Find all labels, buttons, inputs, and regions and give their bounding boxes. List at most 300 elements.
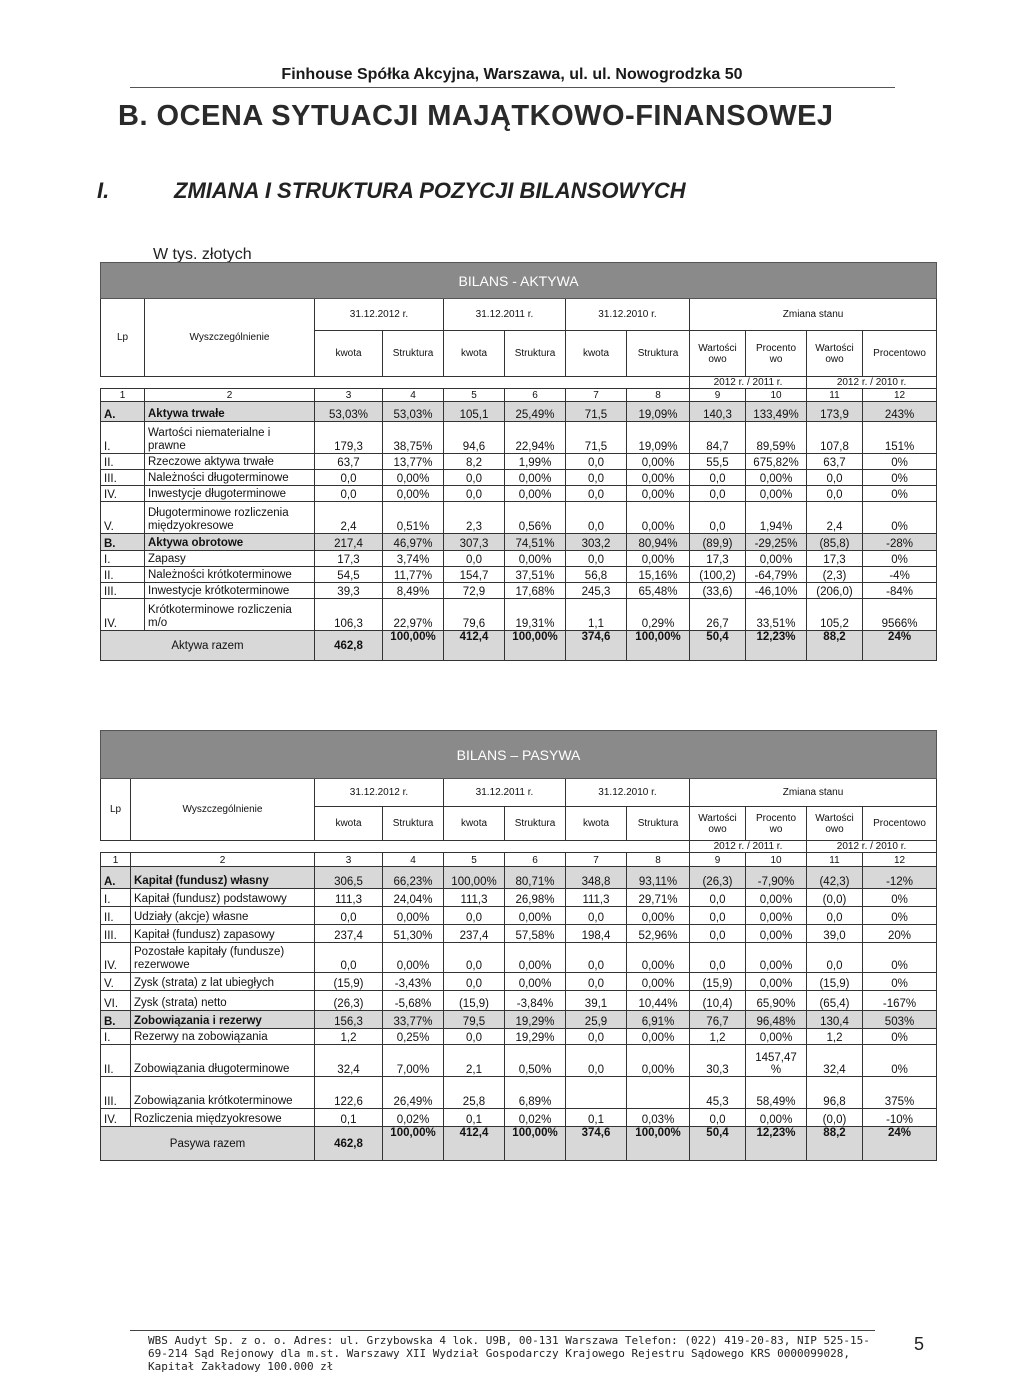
- cell-value: 45,3: [690, 1077, 746, 1109]
- row-label: Kapitał (fundusz) własny: [131, 867, 315, 889]
- table-row: [101, 1077, 937, 1109]
- cell-value: 2,1: [444, 1045, 505, 1077]
- row-lp: V.: [101, 973, 131, 991]
- cell-value: (65,4): [807, 991, 863, 1011]
- cell-value: 6,89%: [505, 1077, 566, 1109]
- table-row: [101, 402, 937, 422]
- cell-value: 0,1: [566, 1109, 627, 1127]
- cell-value: 0,00%: [746, 925, 807, 943]
- cell-value: 306,5: [315, 867, 383, 889]
- column-number: 2: [145, 389, 315, 402]
- cell-value: 0,0: [566, 973, 627, 991]
- cell-value: 0,0: [444, 486, 505, 502]
- cell-value: (10,4): [690, 991, 746, 1011]
- column-number: 9: [690, 389, 746, 402]
- cell-value: 30,3: [690, 1045, 746, 1077]
- assets-banner: BILANS - AKTYWA: [101, 263, 937, 299]
- cell-value: 1,1: [566, 599, 627, 631]
- cell-value: 303,2: [566, 534, 627, 551]
- cell-value: 24,04%: [383, 889, 444, 907]
- liabilities-table-wrap: [100, 730, 936, 1161]
- row-lp: III.: [101, 583, 145, 599]
- row-label: Aktywa trwałe: [145, 402, 315, 422]
- cell-value: (26,3): [315, 991, 383, 1011]
- cell-value: 53,03%: [315, 402, 383, 422]
- cell-value: 0,0: [566, 486, 627, 502]
- cell-value: 0,0: [315, 907, 383, 925]
- row-label: Kapitał (fundusz) zapasowy: [131, 925, 315, 943]
- cell-value: 179,3: [315, 422, 383, 454]
- cell-value: 51,30%: [383, 925, 444, 943]
- cell-value: 0,00%: [383, 470, 444, 486]
- total-value: 374,6: [566, 631, 627, 661]
- col-struktura: Struktura: [383, 807, 444, 841]
- column-number: 5: [444, 389, 505, 402]
- col-procentowo: Procento wo: [746, 331, 807, 377]
- row-lp: I.: [101, 551, 145, 567]
- cell-value: 0,00%: [505, 551, 566, 567]
- total-row: [101, 1127, 937, 1161]
- total-value: 24%: [863, 631, 937, 661]
- cell-value: 237,4: [444, 925, 505, 943]
- cell-value: 0,0: [444, 907, 505, 925]
- column-number: 11: [807, 389, 863, 402]
- row-label: Długoterminowe rozliczenia międzyokresowe: [145, 502, 315, 534]
- footer-text: WBS Audyt Sp. z o. o. Adres: ul. Grzybowska 4 lok. U9B, 00-131 Warszawa Telefon: (022) 419-20-83, NIP 525-15-69-214 Sąd Rejonowy dla m.st. Warszawy XII Wydział Gospodarczy Krajowego Rejestru Sądowego KRS 0000099028, Kapitał Zakładowy 100.000 zł: [148, 1334, 870, 1373]
- cell-value: 26,49%: [383, 1077, 444, 1109]
- cell-value: 0,00%: [746, 551, 807, 567]
- cell-value: -10%: [863, 1109, 937, 1127]
- cell-value: 26,7: [690, 599, 746, 631]
- total-value: 412,4: [444, 1127, 505, 1161]
- cell-value: 100,00%: [444, 867, 505, 889]
- cell-value: -28%: [863, 534, 937, 551]
- cell-value: 105,1: [444, 402, 505, 422]
- cell-value: 140,3: [690, 402, 746, 422]
- cell-value: 0,0: [566, 1029, 627, 1045]
- table-row: [101, 454, 937, 470]
- col-lp: Lp: [101, 779, 131, 841]
- total-value: 12,23%: [746, 1127, 807, 1161]
- cell-value: 0,0: [690, 925, 746, 943]
- cell-value: 89,59%: [746, 422, 807, 454]
- cell-value: (26,3): [690, 867, 746, 889]
- col-struktura: Struktura: [627, 807, 690, 841]
- cell-value: 22,97%: [383, 599, 444, 631]
- cell-value: 0,0: [690, 889, 746, 907]
- column-number: 6: [505, 389, 566, 402]
- cell-value: 32,4: [807, 1045, 863, 1077]
- col-kwota: kwota: [315, 331, 383, 377]
- table-row: [101, 567, 937, 583]
- cell-value: 96,48%: [746, 1011, 807, 1029]
- cell-value: (15,9): [444, 991, 505, 1011]
- col-struktura: Struktura: [505, 807, 566, 841]
- cell-value: 25,9: [566, 1011, 627, 1029]
- cell-value: 0,00%: [627, 907, 690, 925]
- column-number: 8: [627, 389, 690, 402]
- cell-value: 122,6: [315, 1077, 383, 1109]
- cell-value: (42,3): [807, 867, 863, 889]
- cell-value: 0,00%: [627, 973, 690, 991]
- total-value: 50,4: [690, 1127, 746, 1161]
- row-lp: II.: [101, 1045, 131, 1077]
- total-value: 100,00%: [505, 1127, 566, 1161]
- total-value: 88,2: [807, 631, 863, 661]
- table-row: [101, 991, 937, 1011]
- cell-value: 0,00%: [505, 907, 566, 925]
- cell-value: 2,3: [444, 502, 505, 534]
- cell-value: 0%: [863, 1045, 937, 1077]
- cell-value: 1,2: [807, 1029, 863, 1045]
- liabilities-banner: BILANS – PASYWA: [101, 731, 937, 779]
- assets-body: [101, 402, 937, 661]
- cell-value: 63,7: [807, 454, 863, 470]
- row-label: Należności długoterminowe: [145, 470, 315, 486]
- cell-value: 96,8: [807, 1077, 863, 1109]
- cell-value: 0,00%: [627, 1029, 690, 1045]
- cell-value: (15,9): [690, 973, 746, 991]
- row-lp: VI.: [101, 991, 131, 1011]
- cell-value: 0,0: [690, 470, 746, 486]
- cell-value: 2,4: [807, 502, 863, 534]
- cell-value: 19,09%: [627, 422, 690, 454]
- cell-value: 6,91%: [627, 1011, 690, 1029]
- cell-value: 151%: [863, 422, 937, 454]
- table-row: [101, 943, 937, 973]
- row-lp: III.: [101, 470, 145, 486]
- column-number: 12: [863, 853, 937, 867]
- period-2012-2010: 2012 r. / 2010 r.: [807, 377, 937, 389]
- column-number: 8: [627, 853, 690, 867]
- cell-value: 375%: [863, 1077, 937, 1109]
- col-kwota: kwota: [444, 807, 505, 841]
- total-label: Pasywa razem: [101, 1127, 315, 1161]
- assets-table: [100, 262, 937, 661]
- column-number: 10: [746, 389, 807, 402]
- cell-value: 0,0: [690, 1109, 746, 1127]
- cell-value: 93,11%: [627, 867, 690, 889]
- cell-value: 55,5: [690, 454, 746, 470]
- col-date-2010: 31.12.2010 r.: [566, 299, 690, 331]
- total-value: 462,8: [315, 1127, 383, 1161]
- cell-value: 22,94%: [505, 422, 566, 454]
- cell-value: 37,51%: [505, 567, 566, 583]
- cell-value: 52,96%: [627, 925, 690, 943]
- cell-value: 0,00%: [746, 1109, 807, 1127]
- page-number: 5: [914, 1334, 925, 1354]
- cell-value: 17,3: [690, 551, 746, 567]
- row-lp: III.: [101, 925, 131, 943]
- cell-value: 217,4: [315, 534, 383, 551]
- col-kwota: kwota: [566, 331, 627, 377]
- cell-value: 56,8: [566, 567, 627, 583]
- cell-value: 173,9: [807, 402, 863, 422]
- cell-value: 57,58%: [505, 925, 566, 943]
- cell-value: 0,0: [807, 943, 863, 973]
- cell-value: 237,4: [315, 925, 383, 943]
- cell-value: 0,0: [566, 907, 627, 925]
- col-date-2011: 31.12.2011 r.: [444, 779, 566, 807]
- company-header: Finhouse Spółka Akcyjna, Warszawa, ul. ul. Nowogrodzka 50: [281, 66, 743, 83]
- cell-value: 0%: [863, 1029, 937, 1045]
- column-number: 3: [315, 853, 383, 867]
- row-label: Zapasy: [145, 551, 315, 567]
- table-row: [101, 422, 937, 454]
- cell-value: 0,00%: [383, 943, 444, 973]
- units-label: W tys. złotych: [153, 246, 252, 263]
- total-value: 100,00%: [627, 1127, 690, 1161]
- cell-value: 0%: [863, 889, 937, 907]
- cell-value: (206,0): [807, 583, 863, 599]
- cell-value: 0,00%: [383, 486, 444, 502]
- cell-value: 79,5: [444, 1011, 505, 1029]
- period-2012-2010: 2012 r. / 2010 r.: [807, 841, 937, 853]
- cell-value: 94,6: [444, 422, 505, 454]
- row-label: Rozliczenia międzyokresowe: [131, 1109, 315, 1127]
- cell-value: 0,00%: [627, 486, 690, 502]
- cell-value: 74,51%: [505, 534, 566, 551]
- cell-value: 65,48%: [627, 583, 690, 599]
- col-wyszczegolnienie: Wyszczególnienie: [131, 779, 315, 841]
- col-procentowo: Procentowo: [863, 807, 937, 841]
- col-wartosciowo: Wartości owo: [690, 331, 746, 377]
- cell-value: 3,74%: [383, 551, 444, 567]
- total-value: 12,23%: [746, 631, 807, 661]
- cell-value: 71,5: [566, 402, 627, 422]
- column-number: 2: [131, 853, 315, 867]
- column-number: 4: [383, 389, 444, 402]
- cell-value: 0,0: [315, 470, 383, 486]
- row-lp: IV.: [101, 486, 145, 502]
- header-rule: [130, 87, 895, 88]
- cell-value: 39,1: [566, 991, 627, 1011]
- cell-value: 17,3: [315, 551, 383, 567]
- cell-value: 0,0: [690, 907, 746, 925]
- column-number: 7: [566, 853, 627, 867]
- cell-value: 0,00%: [505, 486, 566, 502]
- cell-value: 1,2: [690, 1029, 746, 1045]
- cell-value: (15,9): [315, 973, 383, 991]
- cell-value: 2,4: [315, 502, 383, 534]
- cell-value: 243%: [863, 402, 937, 422]
- row-label: Udziały (akcje) własne: [131, 907, 315, 925]
- liabilities-table: [100, 730, 937, 1161]
- table-row: [101, 889, 937, 907]
- cell-value: 198,4: [566, 925, 627, 943]
- cell-value: 0,0: [566, 551, 627, 567]
- cell-value: 0,00%: [746, 907, 807, 925]
- row-lp: I.: [101, 1029, 131, 1045]
- cell-value: (2,3): [807, 567, 863, 583]
- cell-value: 0%: [863, 551, 937, 567]
- row-lp: II.: [101, 454, 145, 470]
- cell-value: 0%: [863, 973, 937, 991]
- cell-value: 0,00%: [627, 1045, 690, 1077]
- cell-value: 0,0: [807, 470, 863, 486]
- cell-value: (0,0): [807, 889, 863, 907]
- cell-value: -3,43%: [383, 973, 444, 991]
- cell-value: 675,82%: [746, 454, 807, 470]
- cell-value: 0,00%: [746, 486, 807, 502]
- col-kwota: kwota: [444, 331, 505, 377]
- cell-value: 0,00%: [746, 1029, 807, 1045]
- col-struktura: Struktura: [627, 331, 690, 377]
- cell-value: 0%: [863, 907, 937, 925]
- cell-value: 46,97%: [383, 534, 444, 551]
- cell-value: 0,00%: [627, 470, 690, 486]
- cell-value: 0,00%: [627, 502, 690, 534]
- col-wartosciowo: Wartości owo: [807, 807, 863, 841]
- cell-value: 13,77%: [383, 454, 444, 470]
- cell-value: 19,29%: [505, 1029, 566, 1045]
- cell-value: 0,00%: [505, 470, 566, 486]
- cell-value: 84,7: [690, 422, 746, 454]
- cell-value: 8,49%: [383, 583, 444, 599]
- cell-value: 156,3: [315, 1011, 383, 1029]
- cell-value: 154,7: [444, 567, 505, 583]
- row-lp: II.: [101, 907, 131, 925]
- row-lp: A.: [101, 867, 131, 889]
- cell-value: 76,7: [690, 1011, 746, 1029]
- cell-value: 0,0: [315, 486, 383, 502]
- cell-value: 53,03%: [383, 402, 444, 422]
- column-number: 1: [101, 389, 145, 402]
- column-number: 6: [505, 853, 566, 867]
- row-label: Rzeczowe aktywa trwałe: [145, 454, 315, 470]
- cell-value: 111,3: [444, 889, 505, 907]
- total-row: [101, 631, 937, 661]
- cell-value: 0%: [863, 454, 937, 470]
- row-label: Kapitał (fundusz) podstawowy: [131, 889, 315, 907]
- total-value: 24%: [863, 1127, 937, 1161]
- row-lp: IV.: [101, 1109, 131, 1127]
- col-date-2012: 31.12.2012 r.: [315, 299, 444, 331]
- cell-value: 1,2: [315, 1029, 383, 1045]
- column-numbers: [101, 853, 937, 867]
- cell-value: 0,0: [690, 943, 746, 973]
- col-procentowo: Procentowo: [863, 331, 937, 377]
- footer-rule: [130, 1330, 875, 1331]
- cell-value: 107,8: [807, 422, 863, 454]
- cell-value: 10,44%: [627, 991, 690, 1011]
- cell-value: 0,00%: [746, 973, 807, 991]
- cell-value: 0,00%: [746, 470, 807, 486]
- cell-value: 8,2: [444, 454, 505, 470]
- total-value: 50,4: [690, 631, 746, 661]
- cell-value: 0,50%: [505, 1045, 566, 1077]
- table-row: [101, 551, 937, 567]
- col-lp: Lp: [101, 299, 145, 377]
- cell-value: 0,0: [444, 470, 505, 486]
- cell-value: 25,49%: [505, 402, 566, 422]
- col-struktura: Struktura: [383, 331, 444, 377]
- cell-value: 0%: [863, 943, 937, 973]
- cell-value: 0,0: [566, 470, 627, 486]
- table-row: [101, 1011, 937, 1029]
- row-lp: III.: [101, 1077, 131, 1109]
- cell-value: -84%: [863, 583, 937, 599]
- col-struktura: Struktura: [505, 331, 566, 377]
- cell-value: 19,31%: [505, 599, 566, 631]
- col-zmiana: Zmiana stanu: [690, 779, 937, 807]
- cell-value: 26,98%: [505, 889, 566, 907]
- cell-value: -29,25%: [746, 534, 807, 551]
- cell-value: 65,90%: [746, 991, 807, 1011]
- cell-value: 0,1: [444, 1109, 505, 1127]
- row-label: Aktywa obrotowe: [145, 534, 315, 551]
- cell-value: 0,00%: [383, 907, 444, 925]
- cell-value: 9566%: [863, 599, 937, 631]
- table-row: [101, 1109, 937, 1127]
- cell-value: 0,02%: [505, 1109, 566, 1127]
- table-row: [101, 907, 937, 925]
- cell-value: 0%: [863, 486, 937, 502]
- cell-value: 71,5: [566, 422, 627, 454]
- cell-value: 106,3: [315, 599, 383, 631]
- cell-value: 0,0: [444, 551, 505, 567]
- cell-value: 0,0: [566, 1045, 627, 1077]
- section-number: I.: [97, 178, 110, 203]
- column-number: 9: [690, 853, 746, 867]
- col-date-2011: 31.12.2011 r.: [444, 299, 566, 331]
- cell-value: 0,0: [444, 943, 505, 973]
- cell-value: 0,00%: [627, 943, 690, 973]
- cell-value: 0,0: [566, 502, 627, 534]
- cell-value: -167%: [863, 991, 937, 1011]
- row-lp: IV.: [101, 943, 131, 973]
- row-label: Zobowiązania długoterminowe: [131, 1045, 315, 1077]
- column-number: 7: [566, 389, 627, 402]
- row-label: Zobowiązania i rezerwy: [131, 1011, 315, 1029]
- cell-value: 111,3: [315, 889, 383, 907]
- cell-value: 0,00%: [746, 943, 807, 973]
- cell-value: -64,79%: [746, 567, 807, 583]
- row-lp: B.: [101, 1011, 131, 1029]
- cell-value: 0,00%: [627, 551, 690, 567]
- column-number: 1: [101, 853, 131, 867]
- col-date-2012: 31.12.2012 r.: [315, 779, 444, 807]
- cell-value: -7,90%: [746, 867, 807, 889]
- cell-value: (0,0): [807, 1109, 863, 1127]
- col-date-2010: 31.12.2010 r.: [566, 779, 690, 807]
- row-label: Wartości niematerialne i prawne: [145, 422, 315, 454]
- table-row: [101, 925, 937, 943]
- total-value: 100,00%: [505, 631, 566, 661]
- column-number: 4: [383, 853, 444, 867]
- col-wartosciowo: Wartości owo: [690, 807, 746, 841]
- cell-value: 39,0: [807, 925, 863, 943]
- cell-value: 105,2: [807, 599, 863, 631]
- row-label: Pozostałe kapitały (fundusze) rezerwowe: [131, 943, 315, 973]
- col-wyszczegolnienie: Wyszczególnienie: [145, 299, 315, 377]
- cell-value: 0,51%: [383, 502, 444, 534]
- cell-value: 0,03%: [627, 1109, 690, 1127]
- column-number: 3: [315, 389, 383, 402]
- cell-value: 0,0: [807, 907, 863, 925]
- cell-value: 0,0: [566, 943, 627, 973]
- column-number: 10: [746, 853, 807, 867]
- table-row: [101, 534, 937, 551]
- cell-value: 307,3: [444, 534, 505, 551]
- total-value: 412,4: [444, 631, 505, 661]
- cell-value: (85,8): [807, 534, 863, 551]
- row-label: Należności krótkoterminowe: [145, 567, 315, 583]
- cell-value: 72,9: [444, 583, 505, 599]
- row-lp: I.: [101, 889, 131, 907]
- total-label: Aktywa razem: [101, 631, 315, 661]
- row-lp: I.: [101, 422, 145, 454]
